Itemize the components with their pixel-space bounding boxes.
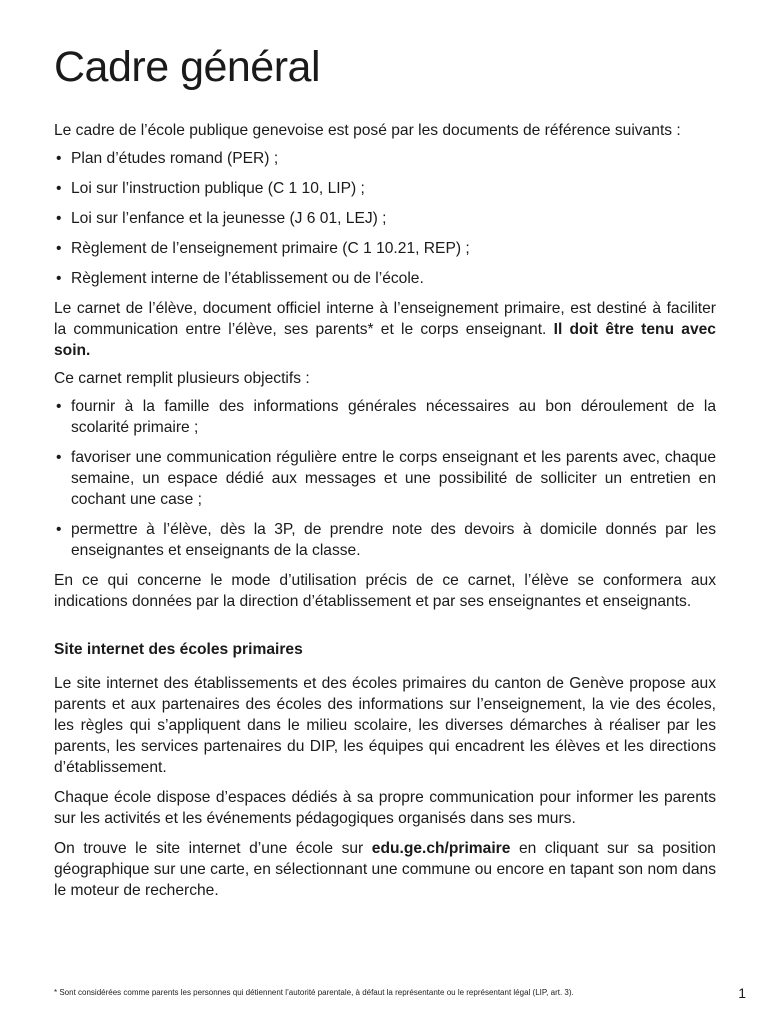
- footnote: * Sont considérées comme parents les personnes qui détiennent l’autorité parentale, à défaut la représentante ou le représentant légal (LIP, art. 3).: [54, 988, 574, 997]
- list-item: • Plan d’études romand (PER) ;: [54, 148, 716, 169]
- usage-paragraph: En ce qui concerne le mode d’utilisation précis de ce carnet, l’élève se conformera aux indications données par la direction d’établissement et par ses enseignantes et enseignants.: [54, 572, 716, 610]
- website-paragraph-2: Chaque école dispose d’espaces dédiés à sa propre communication pour informer les parents sur les activités et les événements pédagogiques organisés dans ses murs.: [54, 789, 716, 827]
- page-title: Cadre général: [54, 43, 321, 91]
- website-paragraph-3: [54, 838, 716, 901]
- carnet-text: Le carnet de l’élève, document officiel interne à l’enseignement primaire, est destiné à faciliter la communication entre l’élève, ses parents* et le corps enseignant.: [54, 300, 716, 338]
- objectives-list: [54, 396, 716, 561]
- website-paragraph-1: Le site internet des établissements et des écoles primaires du canton de Genève propose aux parents et aux partenaires des écoles des informations sur l’enseignement, la vie des écoles, les règles qui s’appliquent dans le milieu scolaire, les diverses démarches à réaliser par les parents, les services partenaires du DIP, les équipes qui encadrent les élèves et les directions d’établissement.: [54, 675, 716, 776]
- intro-paragraph: Le cadre de l’école publique genevoise est posé par les documents de référence suivants :: [54, 122, 681, 139]
- website-text-before-link: On trouve le site internet d’une école sur: [54, 840, 364, 857]
- list-item: • Règlement de l’enseignement primaire (C 1 10.21, REP) ;: [54, 238, 716, 259]
- page-content: [54, 40, 716, 910]
- reference-documents-list: [54, 148, 716, 289]
- website-text-after-link: en cliquant sur sa position géographique sur une carte, en sélectionnant une commune ou encore en tapant son nom dans le moteur de recherche.: [54, 840, 716, 899]
- list-item: • Règlement interne de l’établissement ou de l’école.: [54, 268, 716, 289]
- list-item: • Loi sur l’instruction publique (C 1 10, LIP) ;: [54, 178, 716, 199]
- list-item: • favoriser une communication régulière entre le corps enseignant et les parents avec, chaque semaine, un espace dédié aux messages et une possibilité de solliciter un entretien en cochant une case ;: [54, 447, 716, 510]
- section-heading: Site internet des écoles primaires: [54, 641, 303, 658]
- carnet-emphasis: Il doit être tenu avec soin.: [54, 321, 716, 359]
- website-section: [54, 639, 716, 901]
- list-item: • Loi sur l’enfance et la jeunesse (J 6 01, LEJ) ;: [54, 208, 716, 229]
- carnet-paragraph: [54, 298, 716, 361]
- objectifs-intro: Ce carnet remplit plusieurs objectifs :: [54, 370, 310, 387]
- page-number: 1: [738, 985, 746, 1001]
- list-item: • permettre à l’élève, dès la 3P, de prendre note des devoirs à domicile donnés par les enseignantes et enseignants de la classe.: [54, 519, 716, 561]
- list-item: • fournir à la famille des informations générales nécessaires au bon déroulement de la scolarité primaire ;: [54, 396, 716, 438]
- website-link[interactable]: edu.ge.ch/primaire: [371, 840, 511, 857]
